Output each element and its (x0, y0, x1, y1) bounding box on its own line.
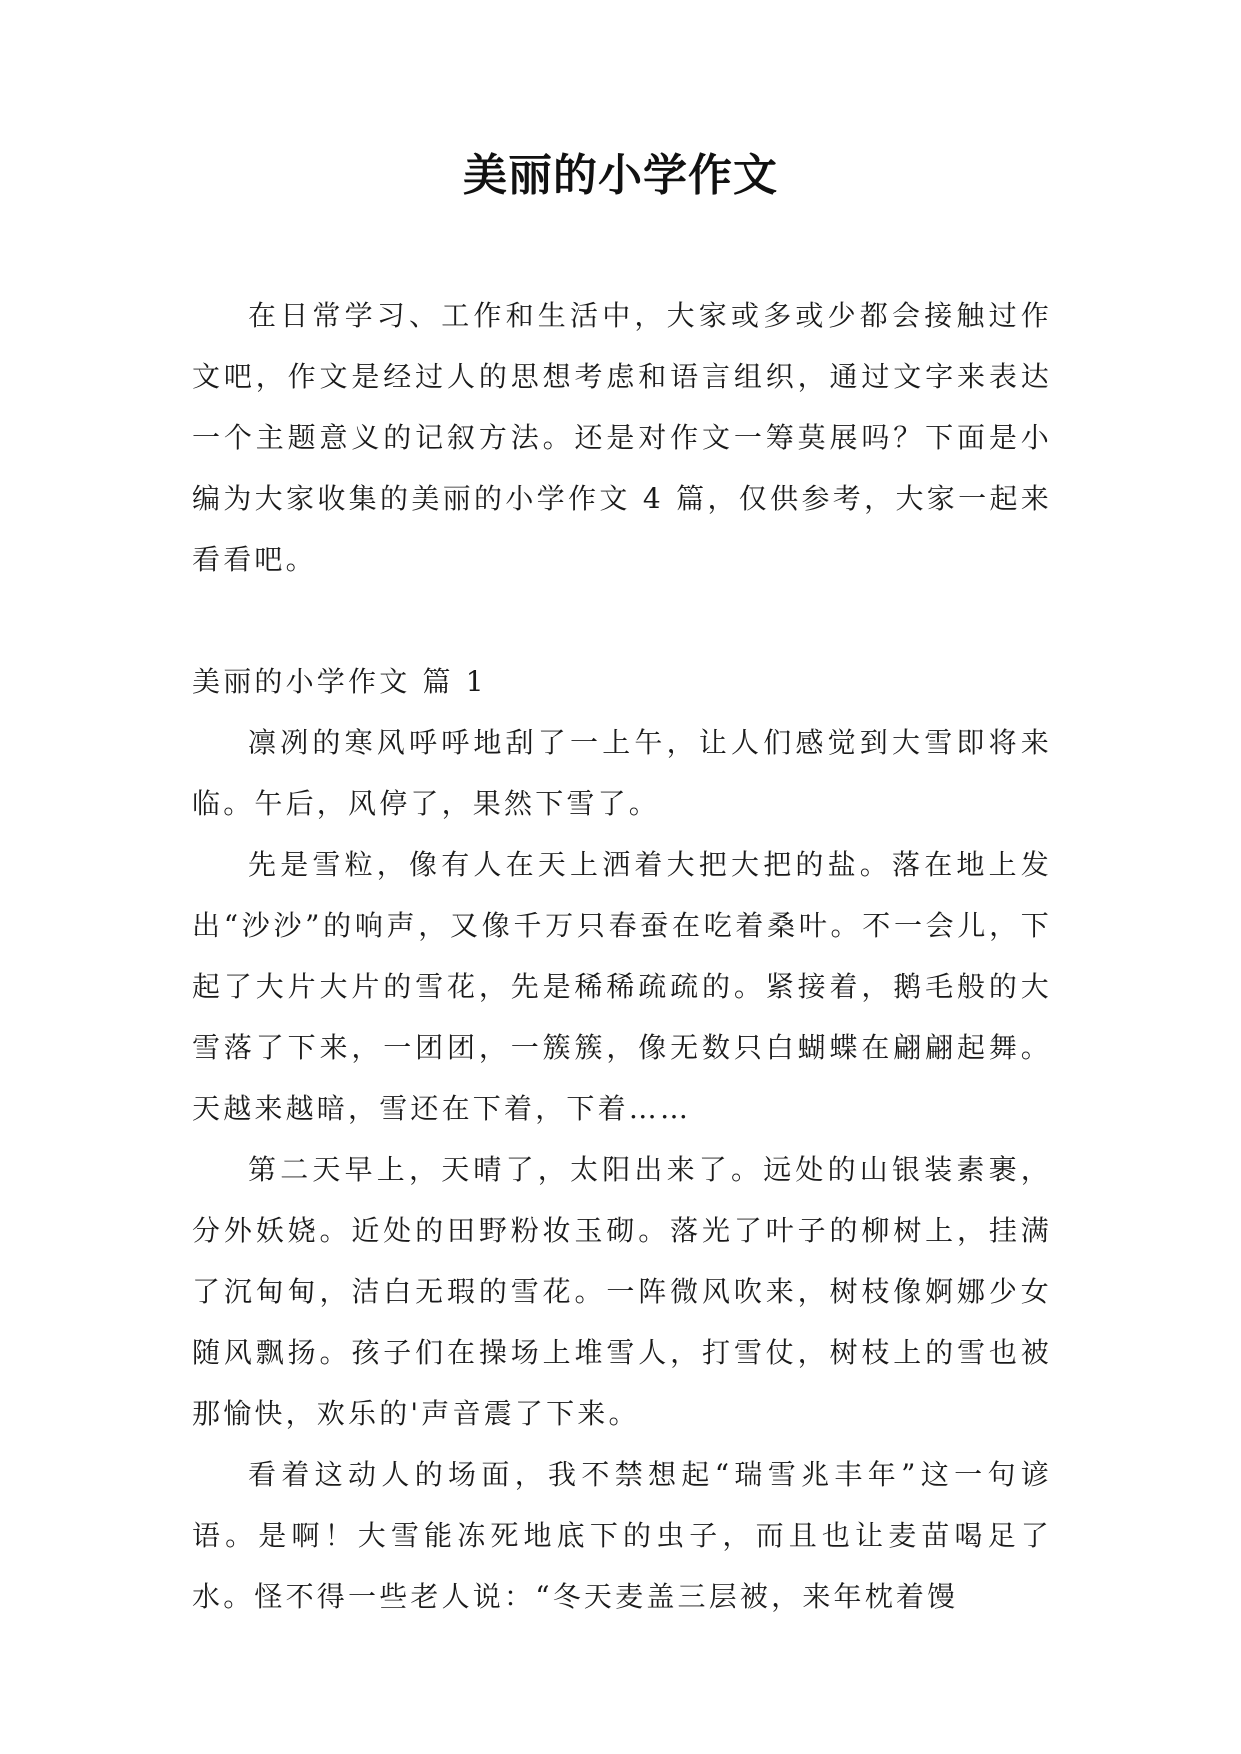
intro-paragraph: 在日常学习、工作和生活中，大家或多或少都会接触过作文吧，作文是经过人的思想考虑和语言组织，通过文字来表达一个主题意义的记叙方法。还是对作文一筹莫展吗？下面是小编为大家收集的美丽的小学作文 4 篇，仅供参考，大家一起来看看吧。 (192, 299, 1052, 576)
body-paragraph-4: 看着这动人的场面，我不禁想起“瑞雪兆丰年”这一句谚语。是啊！大雪能冻死地底下的虫子，而且也让麦苗喝足了水。怪不得一些老人说：“冬天麦盖三层被，来年枕着馒 (192, 1458, 1052, 1613)
body-paragraph-1: 凛冽的寒风呼呼地刮了一上午，让人们感觉到大雪即将来临。午后，风停了，果然下雪了。 (192, 726, 1052, 820)
body-paragraph-2: 先是雪粒，像有人在天上洒着大把大把的盐。落在地上发出“沙沙”的响声，又像千万只春蚕在吃着桑叶。不一会儿，下起了大片大片的雪花，先是稀稀疏疏的。紧接着，鹅毛般的大雪落了下来，一团团，一簇簇，像无数只白蝴蝶在翩翩起舞。天越来越暗，雪还在下着，下着…… (192, 848, 1052, 1125)
document-title: 美丽的小学作文 (463, 150, 778, 201)
body-paragraph-3: 第二天早上，天晴了，太阳出来了。远处的山银装素裹，分外妖娆。近处的田野粉妆玉砌。落光了叶子的柳树上，挂满了沉甸甸，洁白无瑕的雪花。一阵微风吹来，树枝像婀娜少女随风飘扬。孩子们在操场上堆雪人，打雪仗，树枝上的雪也被那愉快，欢乐的'声音震了下来。 (192, 1153, 1052, 1430)
document-body (192, 285, 1052, 1627)
section-heading: 美丽的小学作文 篇 1 (192, 665, 487, 698)
